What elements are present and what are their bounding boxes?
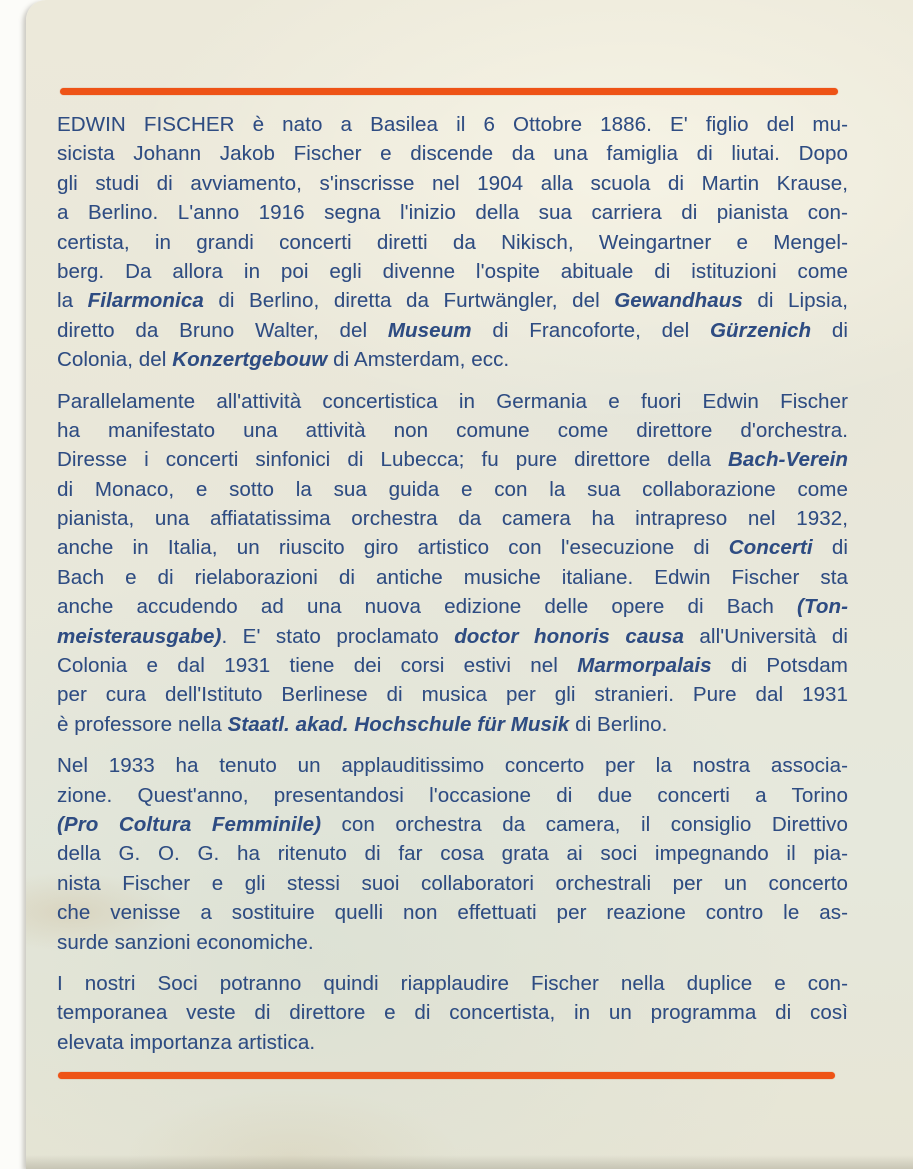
text-line: della G. O. G. ha ritenuto di far cosa grata ai soci impegnando il pia- xyxy=(57,842,848,866)
text-line: sicista Johann Jakob Fischer e discende da una famiglia di liutai. Dopo xyxy=(57,142,848,166)
document-body xyxy=(57,110,848,1069)
text-line: a Berlino. L'anno 1916 segna l'inizio della sua carriera di pianista con- xyxy=(57,201,848,225)
text-line: elevata importanza artistica. xyxy=(57,1030,316,1054)
paragraph xyxy=(57,751,848,957)
text-line: EDWIN FISCHER è nato a Basilea il 6 Ottobre 1886. E' figlio del mu- xyxy=(57,113,848,136)
text-line: berg. Da allora in poi egli divenne l'ospite abituale di istituzioni come xyxy=(57,259,848,283)
emphasized-text: Filarmonica xyxy=(87,289,204,313)
emphasized-text: doctor honoris causa xyxy=(454,624,684,648)
text-line: Colonia, del Konzertgebouw di Amsterdam, ecc. xyxy=(57,348,510,372)
emphasized-text: (Ton- xyxy=(797,595,848,619)
text-line: pianista, una affiatatissima orchestra da camera ha intrapreso nel 1932, xyxy=(57,507,848,531)
emphasized-text: Concerti xyxy=(728,536,813,560)
text-line: meisterausgabe). E' stato proclamato doctor honoris causa all'Università di xyxy=(57,624,848,648)
emphasized-text: (Pro Coltura Femminile) xyxy=(57,812,322,836)
emphasized-text: Museum xyxy=(387,318,472,342)
text-line: la Filarmonica di Berlino, diretta da Furtwängler, del Gewandhaus di Lipsia, xyxy=(57,289,848,313)
text-line: nista Fischer e gli stessi suoi collaboratori orchestrali per un concerto xyxy=(57,871,848,895)
text-line: per cura dell'Istituto Berlinese di musica per gli stranieri. Pure dal 1931 xyxy=(57,683,848,707)
text-line: Nel 1933 ha tenuto un applauditissimo concerto per la nostra associa- xyxy=(57,754,848,778)
text-line: ha manifestato una attività non comune come direttore d'orchestra. xyxy=(57,418,848,442)
text-line: certista, in grandi concerti diretti da Nikisch, Weingartner e Mengel- xyxy=(57,230,848,254)
text-line: gli studi di avviamento, s'inscrisse nel 1904 alla scuola di Martin Krause, xyxy=(57,171,848,195)
text-line: anche in Italia, un riuscito giro artistico con l'esecuzione di Concerti di xyxy=(57,536,848,560)
emphasized-text: Bach-Verein xyxy=(728,448,848,472)
text-line: di Monaco, e sotto la sua guida e con la sua collaborazione come xyxy=(57,477,848,501)
emphasized-text: Marmorpalais xyxy=(577,654,712,678)
text-line: surde sanzioni economiche. xyxy=(57,930,314,954)
emphasized-text: Gürzenich xyxy=(710,318,812,342)
text-line: (Pro Coltura Femminile) con orchestra da camera, il consiglio Direttivo xyxy=(57,812,848,836)
text-line: Colonia e dal 1931 tiene dei corsi estivi nel Marmorpalais di Potsdam xyxy=(57,654,848,678)
program-page xyxy=(26,0,913,1169)
emphasized-text: Konzertgebouw xyxy=(172,348,328,372)
paragraph xyxy=(57,969,848,1057)
text-line: che venisse a sostituire quelli non effettuati per reazione contro le as- xyxy=(57,901,848,925)
emphasized-text: Staatl. akad. Hochschule für Musik xyxy=(227,712,570,736)
emphasized-text: Gewandhaus xyxy=(614,289,743,313)
text-line: Diresse i concerti sinfonici di Lubecca; fu pure direttore della Bach-Verein xyxy=(57,448,848,472)
text-line: Parallelamente all'attività concertistica in Germania e fuori Edwin Fischer xyxy=(57,389,848,413)
paragraph xyxy=(57,110,848,375)
text-line: I nostri Soci potranno quindi riapplaudire Fischer nella duplice e con- xyxy=(57,971,848,995)
top-divider-rule xyxy=(60,88,838,95)
emphasized-text: meisterausgabe) xyxy=(57,624,222,648)
text-line: diretto da Bruno Walter, del Museum di Francoforte, del Gürzenich di xyxy=(57,318,848,342)
text-line: è professore nella Staatl. akad. Hochschule für Musik di Berlino. xyxy=(57,712,668,736)
text-line: Bach e di rielaborazioni di antiche musiche italiane. Edwin Fischer sta xyxy=(57,565,848,589)
text-line: anche accudendo ad una nuova edizione delle opere di Bach (Ton- xyxy=(57,595,848,619)
text-line: zione. Quest'anno, presentandosi l'occasione di due concerti a Torino xyxy=(57,783,848,807)
bottom-divider-rule xyxy=(58,1072,835,1079)
text-line: temporanea veste di direttore e di concertista, in un programma di così xyxy=(57,1001,848,1025)
paragraph xyxy=(57,387,848,740)
